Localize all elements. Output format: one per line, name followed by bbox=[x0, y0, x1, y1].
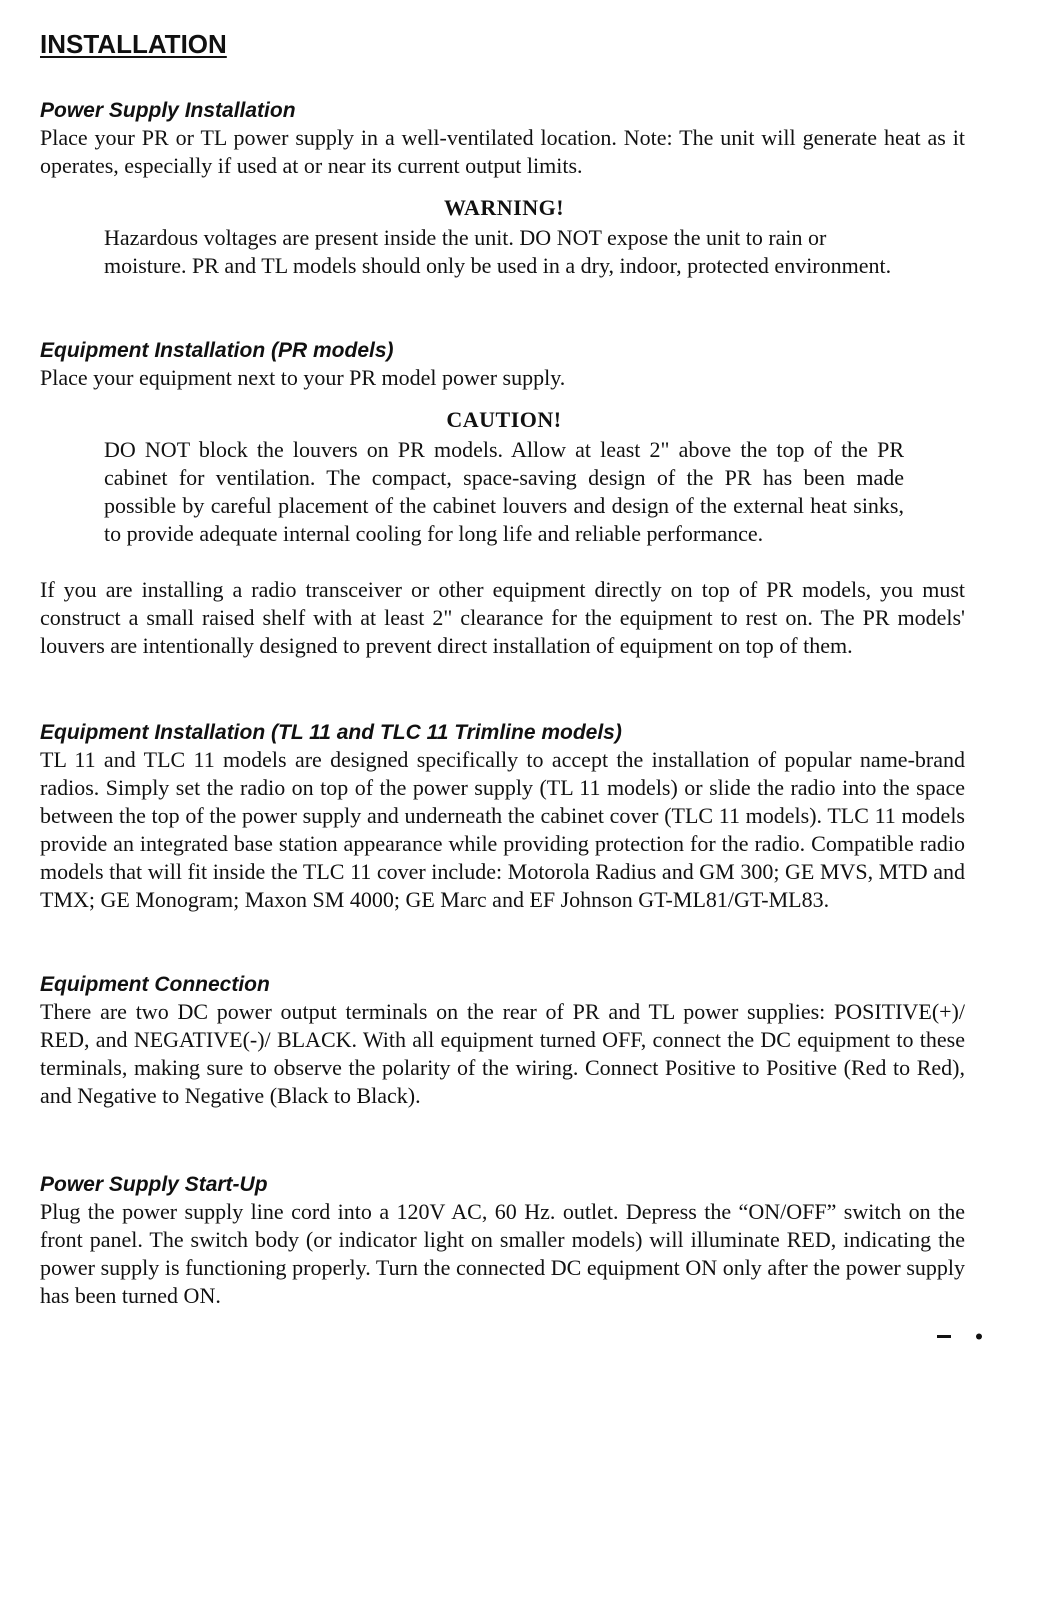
section-power-supply-startup bbox=[40, 1172, 965, 1310]
section-heading: Power Supply Start-Up bbox=[40, 1173, 268, 1196]
section-body: Place your PR or TL power supply in a well-ventilated location. Note: The unit will generate heat as it operates, especially if used at or near its current output limits. bbox=[40, 125, 965, 178]
section-body: Plug the power supply line cord into a 120V AC, 60 Hz. outlet. Depress the “ON/OFF” switch on the front panel. The switch body (or indicator light on smaller models) will illuminate RED, indicating the power supply is functioning properly. Turn the connected DC equipment ON only after the power supply has been turned ON. bbox=[40, 1199, 965, 1308]
caution-title: CAUTION! bbox=[446, 407, 562, 432]
section-heading: Equipment Installation (TL 11 and TLC 11 Trimline models) bbox=[40, 721, 622, 744]
section-body: TL 11 and TLC 11 models are designed specifically to accept the installation of popular name-brand radios. Simply set the radio on top of the power supply (TL 11 models) or slide the radio into the space between the top of the power supply and underneath the cabinet cover (TLC 11 models). TLC 11 models provide an integrated base station appearance while providing protection for the radio. Compatible radio models that will fit inside the TLC 11 cover include: Motorola Radius and GM 300; GE MVS, MTD and TMX; GE Monogram; Maxon SM 4000; GE Marc and EF Johnson GT-ML81/GT-ML83. bbox=[40, 747, 965, 912]
warning-title: WARNING! bbox=[443, 195, 565, 220]
section-body-continued: If you are installing a radio transceiver or other equipment directly on top of PR models, you must construct a small raised shelf with at least 2" clearance for the equipment to rest on. The PR models' louvers are intentionally designed to prevent direct installation of equipment on top of them. bbox=[40, 577, 965, 658]
stray-scan-marks bbox=[933, 1328, 993, 1349]
page-title: INSTALLATION bbox=[40, 29, 227, 59]
warning-notice bbox=[104, 194, 904, 280]
section-heading: Equipment Connection bbox=[40, 973, 270, 996]
section-heading: Power Supply Installation bbox=[40, 99, 296, 122]
section-body: Place your equipment next to your PR model power supply. bbox=[40, 365, 566, 390]
document-page bbox=[40, 24, 965, 1310]
caution-text: DO NOT block the louvers on PR models. Allow at least 2" above the top of the PR cabinet for ventilation. The compact, space-saving design of the PR has been made possible by careful placement of the cabinet louvers and design of the external heat sinks, to provide adequate internal cooling for long life and reliable performance. bbox=[104, 437, 904, 546]
section-body: There are two DC power output terminals on the rear of PR and TL power supplies: POSITIVE(+)/ RED, and NEGATIVE(-)/ BLACK. With all equipment turned OFF, connect the DC equipment to these terminals, making sure to observe the polarity of the wiring. Connect Positive to Positive (Red to Red), and Negative to Negative (Black to Black). bbox=[40, 999, 965, 1108]
caution-notice bbox=[104, 406, 904, 548]
scan-mark-icon bbox=[933, 1330, 993, 1344]
section-equipment-installation-tl bbox=[40, 720, 965, 914]
warning-text: Hazardous voltages are present inside the unit. DO NOT expose the unit to rain or moisture. PR and TL models should only be used in a dry, indoor, protected environment. bbox=[104, 225, 892, 278]
section-heading: Equipment Installation (PR models) bbox=[40, 339, 394, 362]
section-equipment-connection bbox=[40, 972, 965, 1110]
section-power-supply-installation bbox=[40, 98, 965, 280]
section-equipment-installation-pr bbox=[40, 338, 965, 660]
